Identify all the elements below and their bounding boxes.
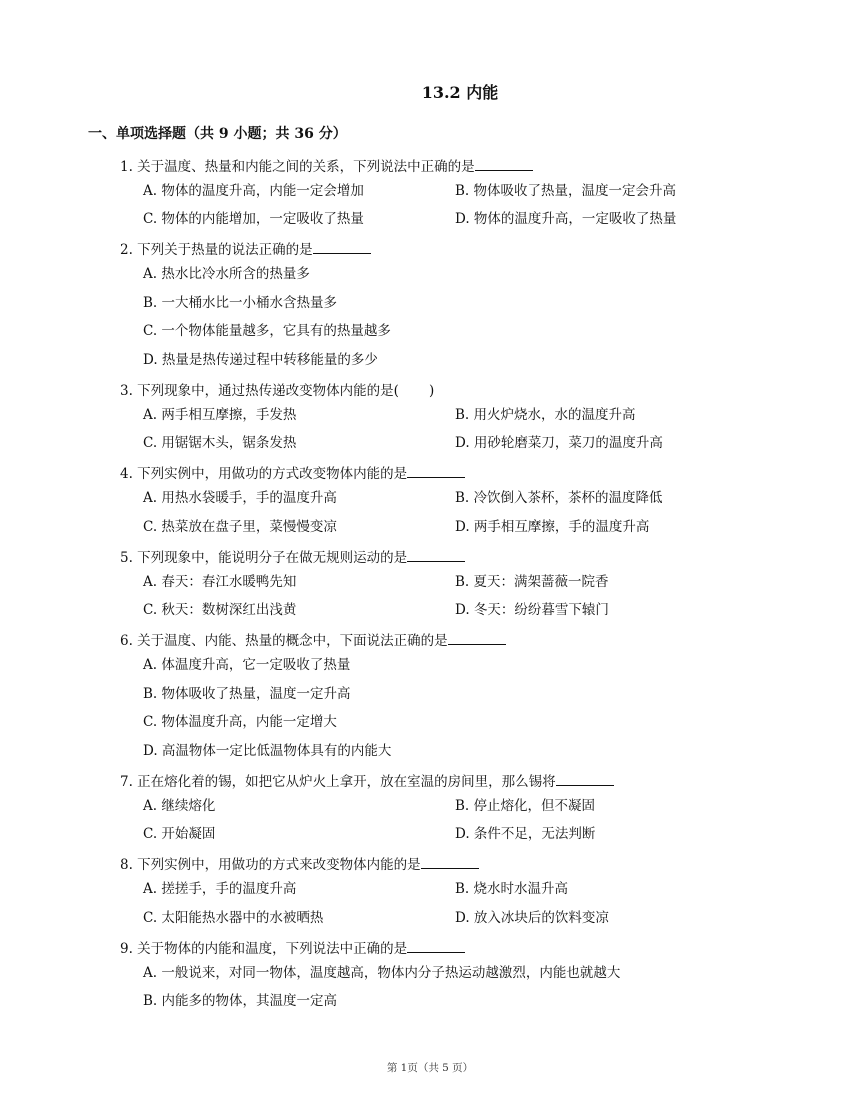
- question-stem: 1. 关于温度、热量和内能之间的关系，下列说法中正确的是: [120, 155, 533, 175]
- answer-blank: [421, 856, 479, 869]
- option: C. 秋天：数树深红出浅黄: [143, 602, 297, 618]
- option: D. 放入冰块后的饮料变凉: [455, 910, 609, 926]
- option: D. 条件不足，无法判断: [455, 826, 596, 842]
- option: A. 热水比冷水所含的热量多: [143, 266, 310, 282]
- answer-blank: [407, 940, 465, 953]
- question-stem: 5. 下列现象中，能说明分子在做无规则运动的是: [120, 546, 465, 566]
- option: A. 体温度升高，它一定吸收了热量: [143, 657, 351, 673]
- answer-blank: [448, 632, 506, 645]
- option: B. 停止熔化，但不凝固: [455, 798, 596, 814]
- option: A. 用热水袋暖手，手的温度升高: [143, 490, 337, 506]
- option: B. 夏天：满架蔷薇一院香: [455, 574, 609, 590]
- option: C. 热菜放在盘子里，菜慢慢变凉: [143, 519, 337, 535]
- section-heading: 一、单项选择题（共 9 小题；共 36 分）: [88, 126, 347, 142]
- question-stem: 4. 下列实例中，用做功的方式改变物体内能的是: [120, 462, 465, 482]
- question-stem: 9. 关于物体的内能和温度，下列说法中正确的是: [120, 937, 465, 957]
- option: A. 继续熔化: [143, 798, 216, 814]
- page-footer: 第 1页（共 5 页）: [386, 1062, 474, 1074]
- option: A. 春天：春江水暖鸭先知: [143, 574, 297, 590]
- option: B. 一大桶水比一小桶水含热量多: [143, 295, 338, 311]
- answer-blank: [407, 465, 465, 478]
- question-stem: 7. 正在熔化着的锡，如把它从炉火上拿开，放在室温的房间里，那么锡将: [120, 770, 614, 790]
- answer-blank: [407, 549, 465, 562]
- option: B. 用火炉烧水，水的温度升高: [455, 407, 636, 423]
- option: C. 物体的内能增加，一定吸收了热量: [143, 211, 364, 227]
- option: A. 物体的温度升高，内能一定会增加: [143, 183, 364, 199]
- option: C. 太阳能热水器中的水被晒热: [143, 910, 324, 926]
- question-stem: 8. 下列实例中，用做功的方式来改变物体内能的是: [120, 853, 479, 873]
- option: B. 烧水时水温升高: [455, 881, 569, 897]
- question-stem: 6. 关于温度、内能、热量的概念中，下面说法正确的是: [120, 629, 506, 649]
- option: D. 用砂轮磨菜刀，菜刀的温度升高: [455, 435, 663, 451]
- option: D. 冬天：纷纷暮雪下辕门: [455, 602, 609, 618]
- option: C. 一个物体能量越多，它具有的热量越多: [143, 323, 391, 339]
- option: D. 热量是热传递过程中转移能量的多少: [143, 352, 378, 368]
- question-stem: 3. 下列现象中，通过热传递改变物体内能的是( ): [120, 383, 435, 399]
- option: B. 内能多的物体，其温度一定高: [143, 993, 338, 1009]
- option: D. 高温物体一定比低温物体具有的内能大: [143, 743, 392, 759]
- option: D. 物体的温度升高，一定吸收了热量: [455, 211, 677, 227]
- option: B. 冷饮倒入茶杯，茶杯的温度降低: [455, 490, 663, 506]
- option: A. 两手相互摩擦，手发热: [143, 407, 297, 423]
- answer-blank: [475, 158, 533, 171]
- option: B. 物体吸收了热量，温度一定升高: [143, 686, 351, 702]
- option: A. 一般说来，对同一物体，温度越高，物体内分子热运动越激烈，内能也就越大: [143, 965, 621, 981]
- option: C. 物体温度升高，内能一定增大: [143, 714, 337, 730]
- option: B. 物体吸收了热量，温度一定会升高: [455, 183, 677, 199]
- answer-blank: [313, 241, 371, 254]
- answer-blank: [556, 773, 614, 786]
- option: C. 开始凝固: [143, 826, 216, 842]
- question-stem: 2. 下列关于热量的说法正确的是: [120, 238, 371, 258]
- option: D. 两手相互摩擦，手的温度升高: [455, 519, 650, 535]
- option: A. 搓搓手，手的温度升高: [143, 881, 297, 897]
- option: C. 用锯锯木头，锯条发热: [143, 435, 297, 451]
- page-title: 13.2 内能: [421, 83, 499, 102]
